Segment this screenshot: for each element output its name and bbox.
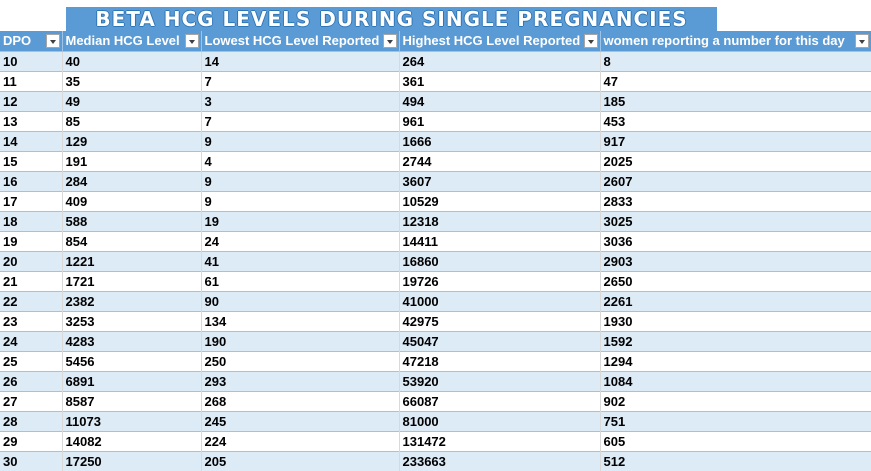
women-count-cell[interactable]: 1294 (600, 351, 871, 371)
lowest-cell[interactable]: 61 (201, 271, 399, 291)
lowest-cell[interactable]: 9 (201, 191, 399, 211)
dpo-cell[interactable]: 12 (0, 91, 62, 111)
table-row (0, 411, 871, 431)
median-cell[interactable]: 17250 (62, 451, 201, 471)
median-cell[interactable]: 5456 (62, 351, 201, 371)
highest-cell[interactable]: 10529 (399, 191, 600, 211)
median-cell[interactable]: 49 (62, 91, 201, 111)
header-cell-women[interactable] (600, 31, 871, 51)
lowest-cell[interactable]: 268 (201, 391, 399, 411)
dpo-cell[interactable]: 24 (0, 331, 62, 351)
lowest-cell[interactable]: 134 (201, 311, 399, 331)
dpo-cell[interactable]: 27 (0, 391, 62, 411)
table-row (0, 171, 871, 191)
sheet-title: BETA HCG LEVELS DURING SINGLE PREGNANCIES (95, 7, 688, 31)
lowest-cell[interactable]: 7 (201, 111, 399, 131)
women-count-cell[interactable]: 1592 (600, 331, 871, 351)
table-row (0, 251, 871, 271)
dropdown-arrow-icon[interactable] (584, 34, 598, 48)
highest-cell[interactable]: 3607 (399, 171, 600, 191)
median-cell[interactable]: 85 (62, 111, 201, 131)
lowest-cell[interactable]: 9 (201, 131, 399, 151)
table-row (0, 231, 871, 251)
dpo-cell[interactable]: 13 (0, 111, 62, 131)
lowest-cell[interactable]: 205 (201, 451, 399, 471)
women-count-cell[interactable]: 2607 (600, 171, 871, 191)
highest-cell[interactable]: 42975 (399, 311, 600, 331)
highest-cell[interactable]: 264 (399, 51, 600, 71)
highest-cell[interactable]: 12318 (399, 211, 600, 231)
women-count-cell[interactable]: 2903 (600, 251, 871, 271)
dpo-cell[interactable]: 15 (0, 151, 62, 171)
header-cell-dpo[interactable] (0, 31, 62, 51)
table-row (0, 151, 871, 171)
table-row (0, 211, 871, 231)
table-row (0, 91, 871, 111)
women-count-cell[interactable]: 8 (600, 51, 871, 71)
lowest-cell[interactable]: 7 (201, 71, 399, 91)
median-cell[interactable]: 2382 (62, 291, 201, 311)
table-row (0, 71, 871, 91)
header-label: DPO (3, 33, 32, 49)
dpo-cell[interactable]: 28 (0, 411, 62, 431)
lowest-cell[interactable]: 9 (201, 171, 399, 191)
highest-cell[interactable]: 1666 (399, 131, 600, 151)
median-cell[interactable]: 40 (62, 51, 201, 71)
highest-cell[interactable]: 361 (399, 71, 600, 91)
data-table (0, 31, 871, 471)
women-count-cell[interactable]: 3036 (600, 231, 871, 251)
table-row (0, 431, 871, 451)
highest-cell[interactable]: 16860 (399, 251, 600, 271)
highest-cell[interactable]: 47218 (399, 351, 600, 371)
highest-cell[interactable]: 53920 (399, 371, 600, 391)
dropdown-arrow-icon[interactable] (46, 34, 60, 48)
median-cell[interactable]: 284 (62, 171, 201, 191)
women-count-cell[interactable]: 2261 (600, 291, 871, 311)
table-row (0, 331, 871, 351)
median-cell[interactable]: 8587 (62, 391, 201, 411)
women-count-cell[interactable]: 2650 (600, 271, 871, 291)
table-row (0, 311, 871, 331)
dpo-cell[interactable]: 17 (0, 191, 62, 211)
dpo-cell[interactable]: 20 (0, 251, 62, 271)
title-row (0, 7, 871, 31)
header-label: Highest HCG Level Reported (402, 33, 581, 49)
highest-cell[interactable]: 45047 (399, 331, 600, 351)
median-cell[interactable]: 6891 (62, 371, 201, 391)
median-cell[interactable]: 409 (62, 191, 201, 211)
median-cell[interactable]: 854 (62, 231, 201, 251)
dpo-cell[interactable]: 10 (0, 51, 62, 71)
median-cell[interactable]: 3253 (62, 311, 201, 331)
highest-cell[interactable]: 2744 (399, 151, 600, 171)
lowest-cell[interactable]: 41 (201, 251, 399, 271)
women-count-cell[interactable]: 453 (600, 111, 871, 131)
dpo-cell[interactable]: 26 (0, 371, 62, 391)
lowest-cell[interactable]: 24 (201, 231, 399, 251)
header-cell-lowest[interactable] (201, 31, 399, 51)
lowest-cell[interactable]: 19 (201, 211, 399, 231)
dpo-cell[interactable]: 11 (0, 71, 62, 91)
women-count-cell[interactable]: 2833 (600, 191, 871, 211)
table-row (0, 391, 871, 411)
dpo-cell[interactable]: 29 (0, 431, 62, 451)
median-cell[interactable]: 191 (62, 151, 201, 171)
median-cell[interactable]: 11073 (62, 411, 201, 431)
dpo-cell[interactable]: 23 (0, 311, 62, 331)
women-count-cell[interactable]: 3025 (600, 211, 871, 231)
header-label: Lowest HCG Level Reported (204, 33, 380, 49)
median-cell[interactable]: 588 (62, 211, 201, 231)
lowest-cell[interactable]: 250 (201, 351, 399, 371)
header-label: Median HCG Level (65, 33, 180, 49)
dpo-cell[interactable]: 14 (0, 131, 62, 151)
table-row (0, 291, 871, 311)
table-row (0, 51, 871, 71)
header-row (0, 31, 871, 51)
highest-cell[interactable]: 131472 (399, 431, 600, 451)
lowest-cell[interactable]: 190 (201, 331, 399, 351)
median-cell[interactable]: 35 (62, 71, 201, 91)
lowest-cell[interactable]: 3 (201, 91, 399, 111)
women-count-cell[interactable]: 185 (600, 91, 871, 111)
median-cell[interactable]: 14082 (62, 431, 201, 451)
lowest-cell[interactable]: 293 (201, 371, 399, 391)
highest-cell[interactable]: 81000 (399, 411, 600, 431)
median-cell[interactable]: 129 (62, 131, 201, 151)
women-count-cell[interactable]: 902 (600, 391, 871, 411)
header-label: women reporting a number for this day (603, 33, 845, 49)
women-count-cell[interactable]: 751 (600, 411, 871, 431)
table-row (0, 351, 871, 371)
dropdown-arrow-icon[interactable] (383, 34, 397, 48)
table-row (0, 371, 871, 391)
dpo-cell[interactable]: 22 (0, 291, 62, 311)
dpo-cell[interactable]: 18 (0, 211, 62, 231)
dropdown-arrow-icon[interactable] (185, 34, 199, 48)
dpo-cell[interactable]: 16 (0, 171, 62, 191)
header-cell-highest[interactable] (399, 31, 600, 51)
women-count-cell[interactable]: 605 (600, 431, 871, 451)
highest-cell[interactable]: 66087 (399, 391, 600, 411)
dpo-cell[interactable]: 30 (0, 451, 62, 471)
median-cell[interactable]: 4283 (62, 331, 201, 351)
table-row (0, 451, 871, 471)
lowest-cell[interactable]: 224 (201, 431, 399, 451)
dpo-cell[interactable]: 21 (0, 271, 62, 291)
table-row (0, 131, 871, 151)
women-count-cell[interactable]: 1084 (600, 371, 871, 391)
table-row (0, 191, 871, 211)
table-row (0, 271, 871, 291)
median-cell[interactable]: 1721 (62, 271, 201, 291)
lowest-cell[interactable]: 90 (201, 291, 399, 311)
dpo-cell[interactable]: 19 (0, 231, 62, 251)
dpo-cell[interactable]: 25 (0, 351, 62, 371)
dropdown-arrow-icon[interactable] (855, 34, 869, 48)
women-count-cell[interactable]: 512 (600, 451, 871, 471)
header-cell-median[interactable] (62, 31, 201, 51)
lowest-cell[interactable]: 14 (201, 51, 399, 71)
women-count-cell[interactable]: 47 (600, 71, 871, 91)
highest-cell[interactable]: 494 (399, 91, 600, 111)
highest-cell[interactable]: 14411 (399, 231, 600, 251)
women-count-cell[interactable]: 917 (600, 131, 871, 151)
highest-cell[interactable]: 233663 (399, 451, 600, 471)
lowest-cell[interactable]: 245 (201, 411, 399, 431)
lowest-cell[interactable]: 4 (201, 151, 399, 171)
highest-cell[interactable]: 961 (399, 111, 600, 131)
women-count-cell[interactable]: 2025 (600, 151, 871, 171)
highest-cell[interactable]: 19726 (399, 271, 600, 291)
women-count-cell[interactable]: 1930 (600, 311, 871, 331)
table-row (0, 111, 871, 131)
highest-cell[interactable]: 41000 (399, 291, 600, 311)
median-cell[interactable]: 1221 (62, 251, 201, 271)
